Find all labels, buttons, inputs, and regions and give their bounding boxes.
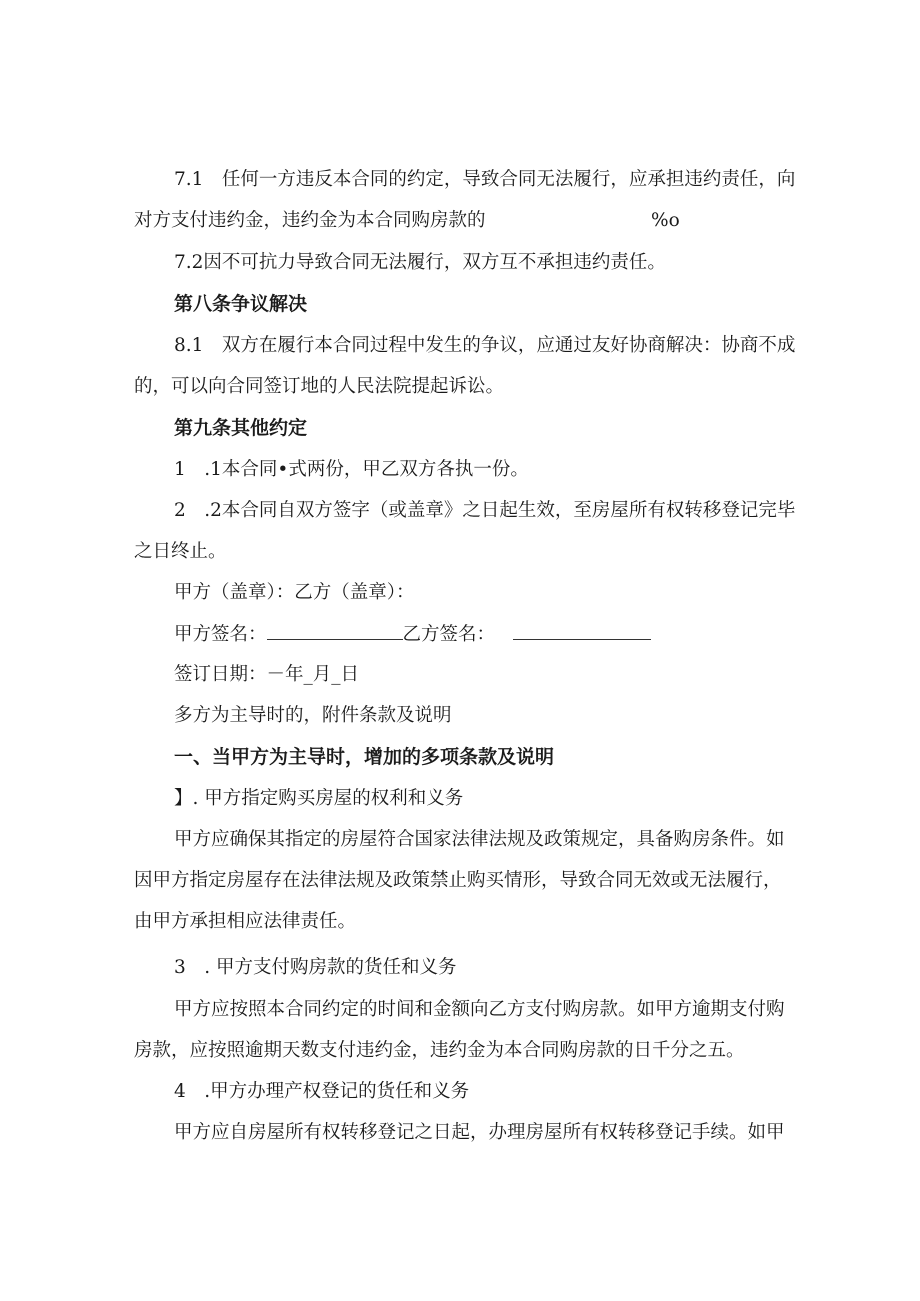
clause-7-1-text: 对方支付违约金，违约金为本合同购房款的 bbox=[134, 210, 486, 231]
clause-8-1-line-1: 8.1 双方在履行本合同过程中发生的争议，应通过友好协商解决：协商不成 bbox=[174, 335, 796, 356]
item-1-paragraph-line-2: 因甲方指定房屋存在法律法规及政策禁止购买情形，导致合同无效或无法履行， bbox=[134, 870, 782, 891]
party-a-signature-blank bbox=[267, 621, 403, 640]
party-b-signature-blank bbox=[513, 621, 651, 640]
party-b-signature-label: 乙方签名： bbox=[402, 624, 496, 645]
item-3-title: 3 . 甲方支付购房款的货任和义务 bbox=[174, 957, 457, 978]
article-9-heading: 第九条其他约定 bbox=[174, 417, 308, 439]
item-3-paragraph-line-2: 房款，应按照逾期天数支付违约金，违约金为本合同购房款的日千分之五。 bbox=[134, 1040, 745, 1061]
clause-9-2-line-1: 2 .2本合同自双方签字（或盖章》之日起生效，至房屋所有权转移登记完毕 bbox=[174, 500, 796, 521]
article-8-heading: 第八条争议解决 bbox=[174, 293, 308, 315]
seal-line: 甲方（盖章）：乙方（盖章）： bbox=[174, 582, 415, 603]
item-3-paragraph-line-1: 甲方应按照本合同约定的时间和金额向乙方支付购房款。如甲方逾期支付购 bbox=[174, 999, 785, 1020]
penalty-percent-symbol: %o bbox=[651, 210, 680, 231]
item-1-paragraph-line-3: 由甲方承担相应法律责任。 bbox=[134, 911, 357, 932]
item-4-paragraph-line-1: 甲方应自房屋所有权转移登记之日起，办理房屋所有权转移登记手续。如甲 bbox=[174, 1122, 785, 1143]
appendix-intro: 多方为主导时的，附件条款及说明 bbox=[174, 705, 452, 726]
clause-8-1-line-2: 的，可以向合同签订地的人民法院提起诉讼。 bbox=[134, 376, 505, 397]
signature-line bbox=[174, 621, 651, 648]
item-1-title: 】. 甲方指定购买房屋的权利和义务 bbox=[174, 788, 464, 809]
signing-date-line: 签订日期：－年_月_日 bbox=[174, 664, 360, 685]
appendix-section-heading: 一、当甲方为主导时，增加的多项条款及说明 bbox=[174, 746, 555, 768]
item-1-paragraph-line-1: 甲方应确保其指定的房屋符合国家法律法规及政策规定，具备购房条件。如 bbox=[174, 829, 785, 850]
clause-7-2: 7.2因不可抗力导致合同无法履行，双方互不承担违约责任。 bbox=[174, 252, 666, 273]
party-a-signature-label: 甲方签名： bbox=[174, 624, 267, 645]
clause-9-2-line-2: 之日终止。 bbox=[134, 541, 227, 562]
item-4-title: 4 .甲方办理产权登记的货任和义务 bbox=[174, 1081, 470, 1102]
clause-7-1-line-2 bbox=[134, 208, 486, 234]
clause-7-1-line-1: 7.1 任何一方违反本合同的约定，导致合同无法履行，应承担违约责任，向 bbox=[174, 169, 796, 190]
clause-9-1: 1 .1本合同•式两份，甲乙双方各执一份。 bbox=[174, 459, 529, 480]
